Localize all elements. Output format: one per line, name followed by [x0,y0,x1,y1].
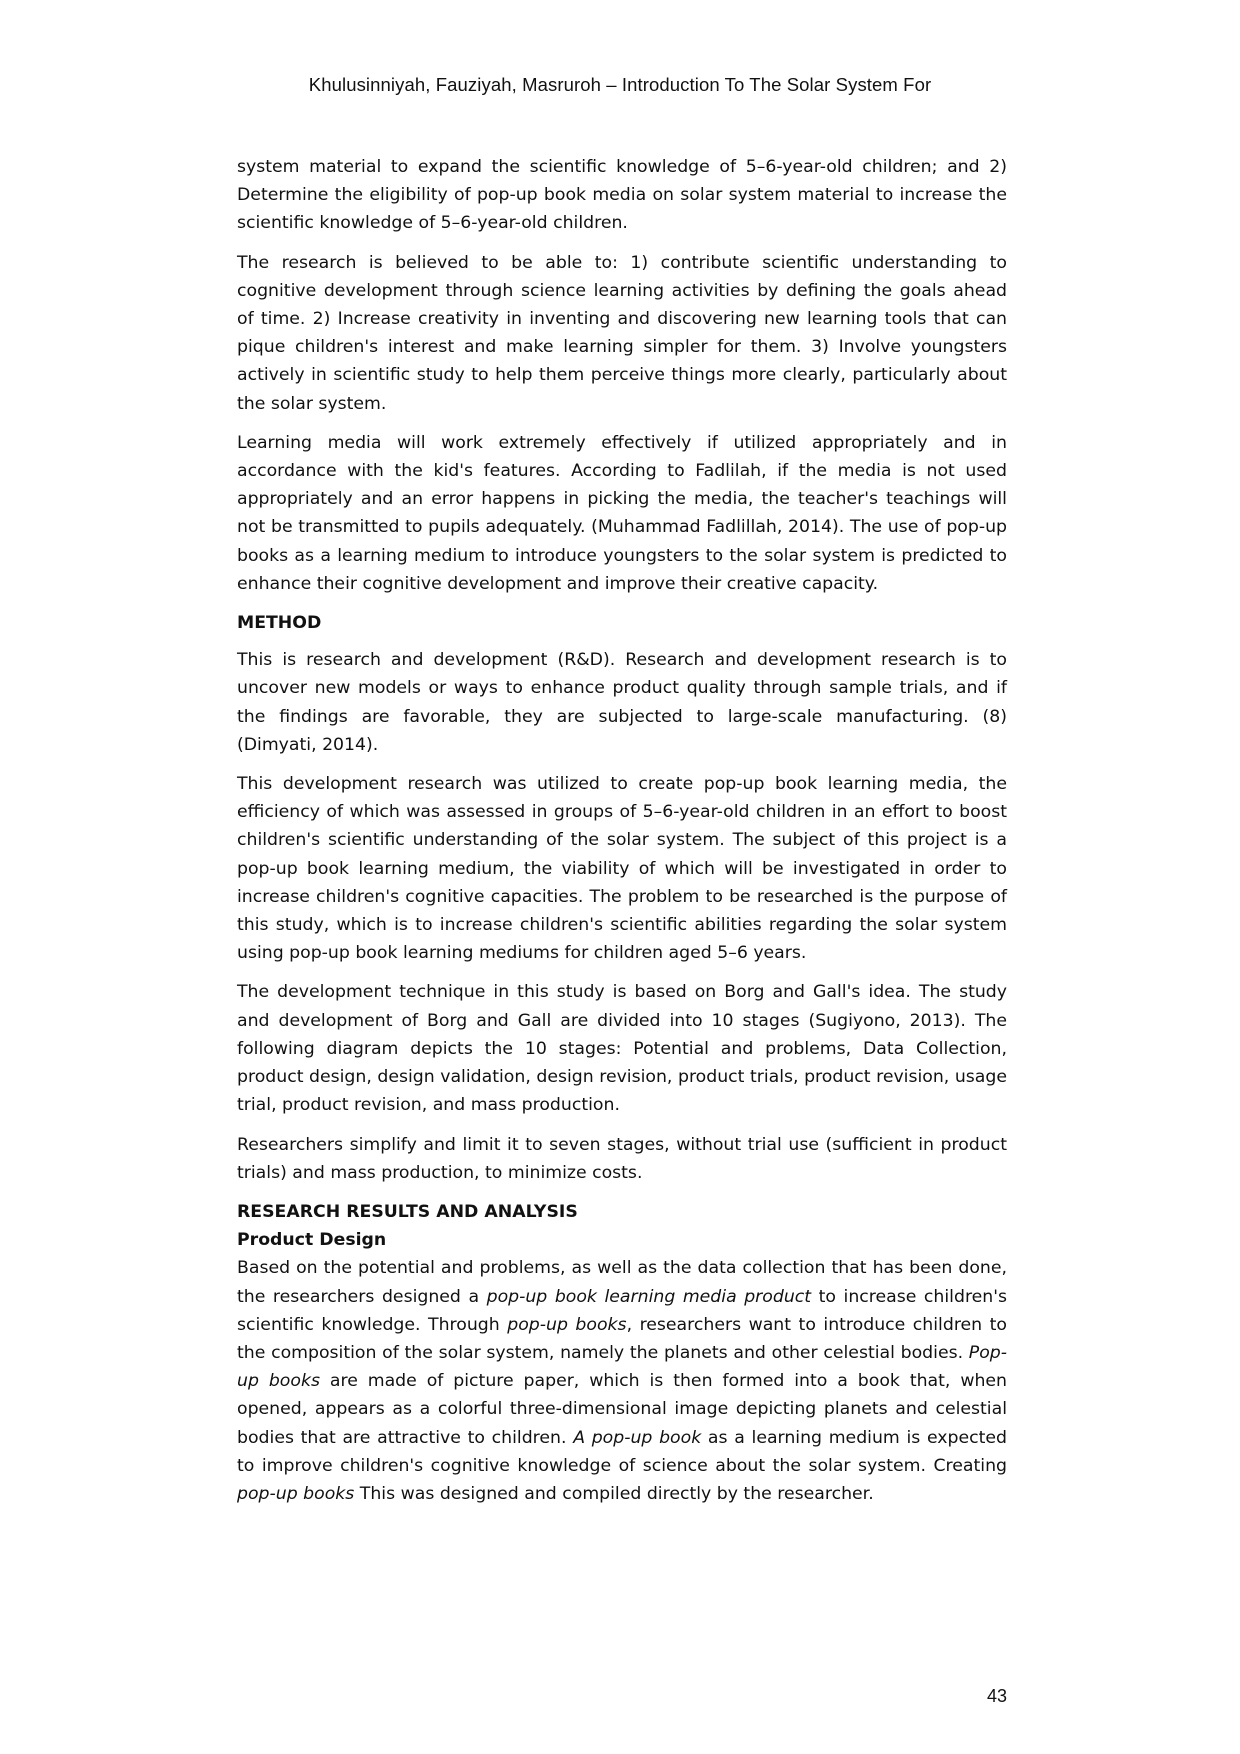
text-run: , researchers want to introduce children to the composition of the solar system, namely the planets and other celestial bodies. [237,1314,1007,1363]
body-text [237,153,1007,1519]
text-run: as a learning medium is expected to improve children's cognitive knowledge of science about the solar system. Creating [237,1427,1007,1476]
paragraph-borg-gall: The development technique in this study is based on Borg and Gall's idea. The study and development of Borg and Gall are divided into 10 stages (Sugiyono, 2013). The following diagram depicts the 10 stages: Potential and problems, Data Collection, product design, design validation, design revision, product trials, product revision, usage trial, product revision, and mass production. [237,982,1007,1116]
page-number: 43 [986,1686,1007,1706]
paragraph-development-research: This development research was utilized to create pop-up book learning media, the efficiency of which was assessed in groups of 5–6-year-old children in an effort to boost children's scientific understanding of the solar system. The subject of this project is a pop-up book learning medium, the viability of which will be investigated in order to increase children's cognitive capacities. The problem to be researched is the purpose of this study, which is to increase children's scientific abilities regarding the solar system using pop-up book learning mediums for children aged 5–6 years. [237,774,1007,964]
subsection-heading-product-design: Product Design [237,1230,387,1251]
paragraph-product-design [237,1254,1007,1508]
text-run: to increase children's scientific knowledge. Through [237,1286,1008,1335]
italic-term: Pop-up books [237,1342,1007,1392]
italic-term: pop-up book learning media product [486,1286,812,1307]
section-heading-results: RESEARCH RESULTS AND ANALYSIS [237,1201,578,1222]
text-run: are made of picture paper, which is then formed into a book that, when opened, appears as a colorful three-dimensional image depicting planets and celestial bodies that are attractive to children. [237,1371,1007,1448]
text-run: Based on the potential and problems, as well as the data collection that has been done, the researchers designed a [237,1258,1007,1307]
paragraph-learning-media: Learning media will work extremely effectively if utilized appropriately and in accordance with the kid's features. According to Fadlilah, if the media is not used appropriately and an error happens in picking the media, the teacher's teachings will not be transmitted to pupils adequately. (Muhammad Fadlillah, 2014). The use of pop-up books as a learning medium to introduce youngsters to the solar system is predicted to enhance their cognitive development and improve their creative capacity. [237,432,1007,594]
paragraph-rnd: This is research and development (R&D). Research and development research is to uncover new models or ways to enhance product quality through sample trials, and if the findings are favorable, they are subjected to large-scale manufacturing. (8) (Dimyati, 2014). [237,650,1007,755]
paragraph-seven-stages: Researchers simplify and limit it to seven stages, without trial use (sufficient in product trials) and mass production, to minimize costs. [237,1134,1007,1183]
italic-term: A pop-up book [573,1427,702,1448]
paragraph-research-benefits: The research is believed to be able to: 1) contribute scientific understanding to cognitive development through science learning activities by defining the goals ahead of time. 2) Increase creativity in inventing and discovering new learning tools that can pique children's interest and make learning simpler for them. 3) Involve youngsters actively in scientific study to help them perceive things more clearly, particularly about the solar system. [237,252,1007,414]
paragraph-objectives: system material to expand the scientific knowledge of 5–6-year-old children; and 2) Determine the eligibility of pop-up book media on solar system material to increase the scientific knowledge of 5–6-year-old children. [237,157,1007,234]
running-header: Khulusinniyah, Fauziyah, Masruroh – Introduction To The Solar System For [308,74,932,95]
italic-term: pop-up books [237,1483,355,1504]
italic-term: pop-up books [507,1314,627,1335]
text-run: This was designed and compiled directly by the researcher. [354,1483,874,1504]
section-heading-method: METHOD [237,613,322,634]
